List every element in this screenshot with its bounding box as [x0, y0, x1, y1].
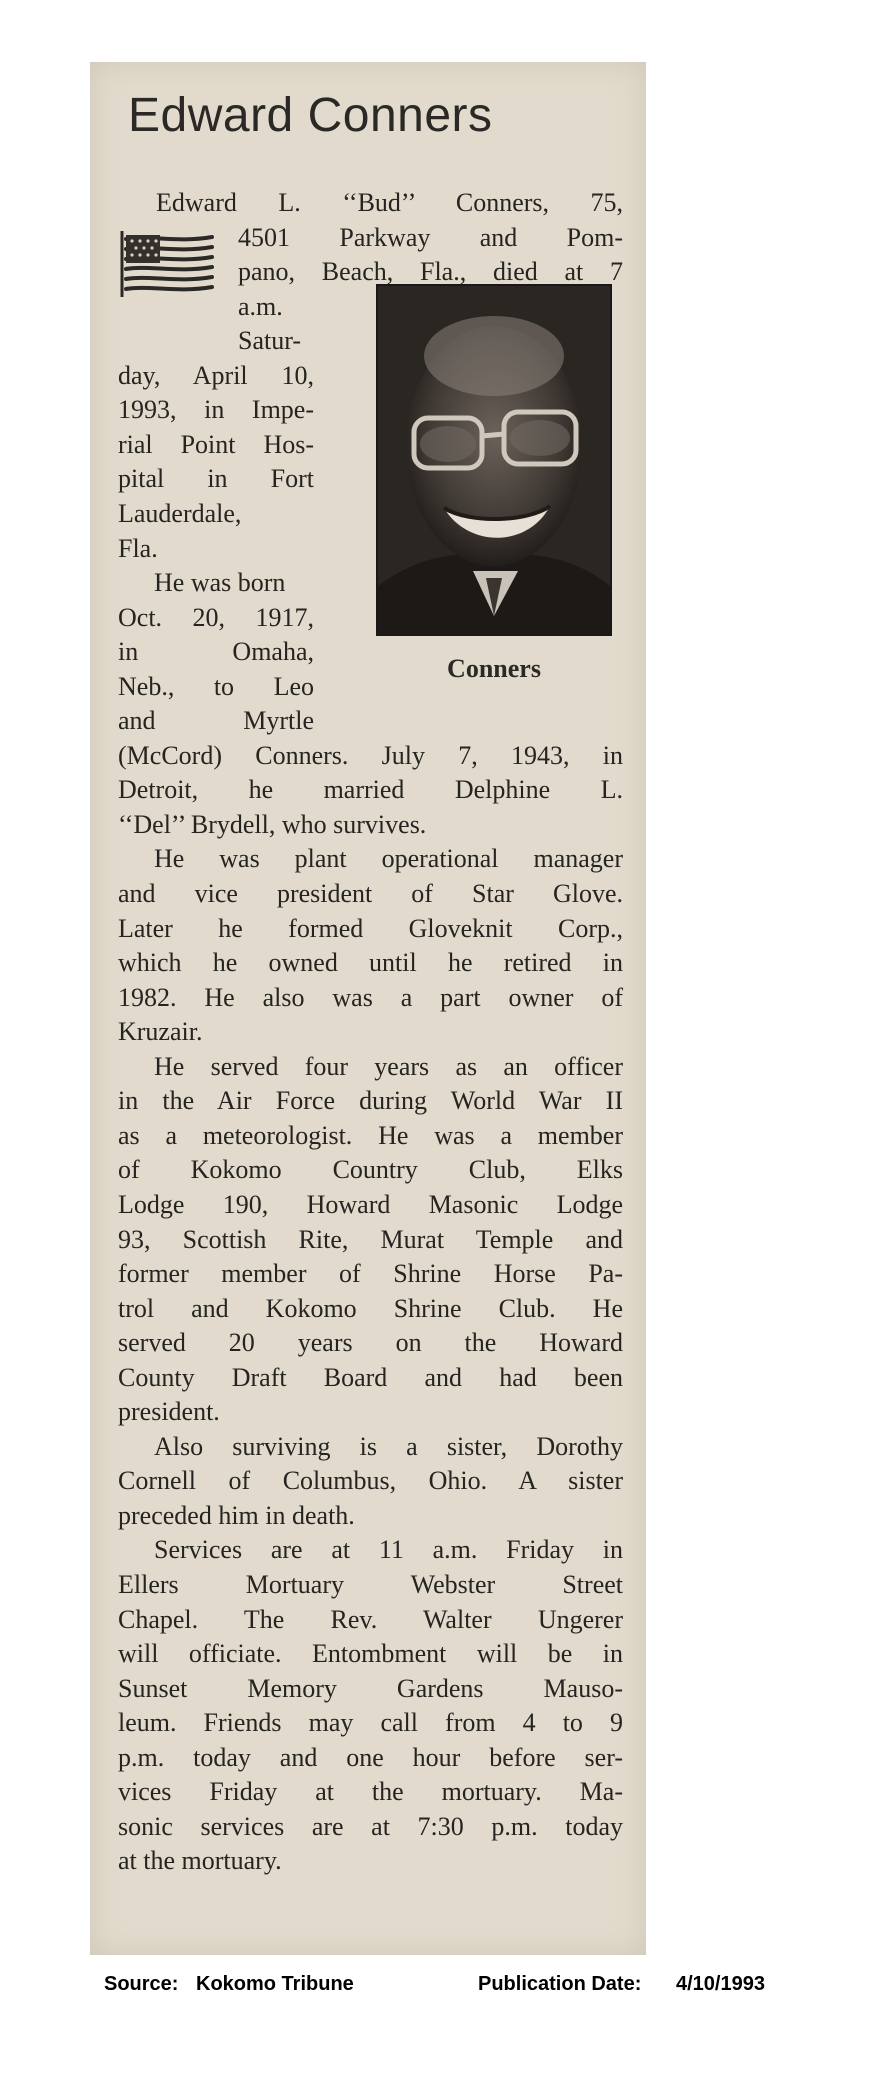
obituary-line: 1993, in Impe-	[118, 395, 314, 424]
newspaper-clipping	[90, 62, 646, 1955]
portrait-block	[376, 284, 612, 683]
obituary-line: day, April 10,	[118, 361, 314, 390]
obituary-line: Ellers Mortuary Webster Street	[118, 1570, 623, 1599]
source-value: Kokomo Tribune	[196, 1973, 354, 1995]
obituary-line: Sunset Memory Gardens Mauso-	[118, 1674, 623, 1703]
obituary-line: Fla.	[118, 534, 158, 563]
obituary-line: He was plant operational manager	[154, 844, 623, 873]
obituary-line: Chapel. The Rev. Walter Ungerer	[118, 1605, 623, 1634]
obituary-line: and Myrtle	[118, 706, 314, 735]
obituary-line: 4501 Parkway and Pom-	[238, 223, 623, 252]
obituary-line: at the mortuary.	[118, 1846, 282, 1875]
obituary-line: trol and Kokomo Shrine Club. He	[118, 1294, 623, 1323]
portrait-photo	[376, 284, 612, 636]
obituary-line: Cornell of Columbus, Ohio. A sister	[118, 1466, 623, 1495]
obituary-line: a.m.	[238, 292, 283, 321]
obituary-line: sonic services are at 7:30 p.m. today	[118, 1812, 623, 1841]
obituary-line: ‘‘Del’’ Brydell, who survives.	[118, 810, 427, 839]
obituary-line: served 20 years on the Howard	[118, 1328, 623, 1357]
obituary-line: Also surviving is a sister, Dorothy	[154, 1432, 623, 1461]
obituary-line: vices Friday at the mortuary. Ma-	[118, 1777, 623, 1806]
obituary-line: Satur-	[238, 326, 302, 355]
obituary-line: Edward L. ‘‘Bud’’ Conners, 75,	[156, 188, 623, 217]
obituary-line: former member of Shrine Horse Pa-	[118, 1259, 623, 1288]
source-footer	[0, 1973, 876, 1997]
obituary-line: 1982. He also was a part owner of	[118, 983, 623, 1012]
obituary-line: Later he formed Gloveknit Corp.,	[118, 914, 623, 943]
obituary-line: Lauderdale,	[118, 499, 242, 528]
obituary-line: as a meteorologist. He was a member	[118, 1121, 623, 1150]
obituary-line: and vice president of Star Glove.	[118, 879, 623, 908]
obituary-line: pano, Beach, Fla., died at 7	[238, 257, 623, 286]
source-label: Source:	[104, 1973, 179, 1995]
obituary-title: Edward Conners	[128, 89, 493, 142]
obituary-line: which he owned until he retired in	[118, 948, 623, 977]
obituary-line: He was born	[154, 568, 286, 597]
photo-caption: Conners	[447, 654, 541, 683]
obituary-line: preceded him in death.	[118, 1501, 355, 1530]
obituary-line: 93, Scottish Rite, Murat Temple and	[118, 1225, 623, 1254]
american-flag-icon	[118, 227, 218, 299]
obituary-line: rial Point Hos-	[118, 430, 314, 459]
obituary-line: Services are at 11 a.m. Friday in	[154, 1535, 623, 1564]
obituary-line: leum. Friends may call from 4 to 9	[118, 1708, 623, 1737]
obituary-line: will officiate. Entombment will be in	[118, 1639, 623, 1668]
obituary-line: president.	[118, 1397, 220, 1426]
obituary-line: (McCord) Conners. July 7, 1943, in	[118, 741, 623, 770]
publication-date-label: Publication Date:	[478, 1973, 642, 1995]
obituary-line: of Kokomo Country Club, Elks	[118, 1155, 623, 1184]
obituary-line: He served four years as an officer	[154, 1052, 623, 1081]
obituary-line: County Draft Board and had been	[118, 1363, 623, 1392]
obituary-line: pital in Fort	[118, 464, 314, 493]
obituary-line: Neb., to Leo	[118, 672, 314, 701]
obituary-line: Lodge 190, Howard Masonic Lodge	[118, 1190, 623, 1219]
obituary-line: Oct. 20, 1917,	[118, 603, 314, 632]
obituary-line: p.m. today and one hour before ser-	[118, 1743, 623, 1772]
obituary-line: Kruzair.	[118, 1017, 203, 1046]
obituary-line: in the Air Force during World War II	[118, 1086, 623, 1115]
publication-date-value: 4/10/1993	[676, 1973, 765, 1995]
obituary-line: in Omaha,	[118, 637, 314, 666]
obituary-line: Detroit, he married Delphine L.	[118, 775, 623, 804]
